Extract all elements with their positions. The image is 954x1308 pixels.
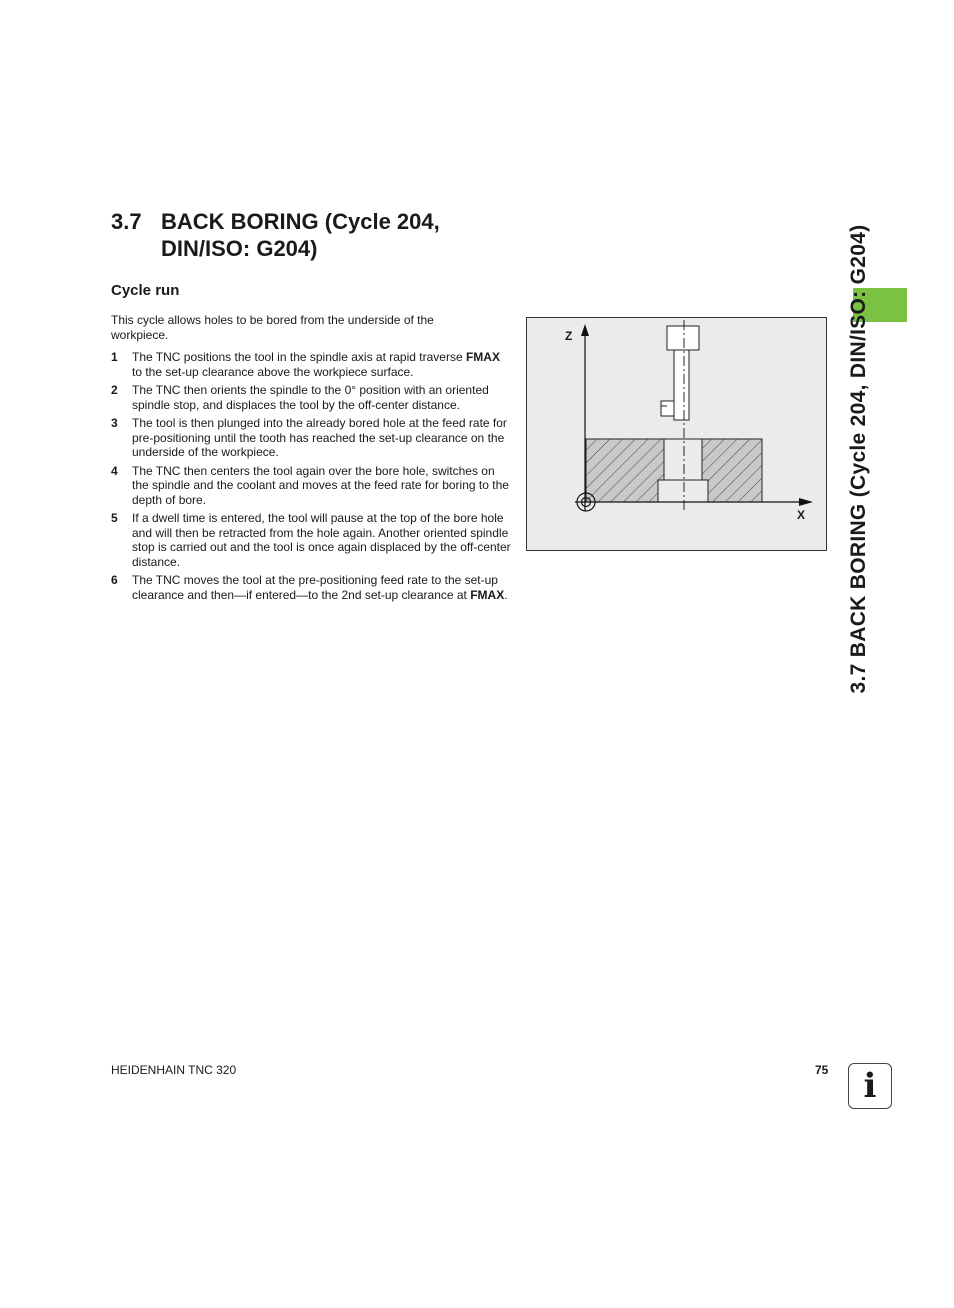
intro-paragraph: This cycle allows holes to be bored from the underside of the workpiece. xyxy=(111,313,434,342)
step-text: The tool is then plunged into the already bored hole at the feed rate for pre-positioning until the tooth has reached the set-up clearance on the underside of the workpiece. xyxy=(132,416,507,459)
footer-product: HEIDENHAIN TNC 320 xyxy=(111,1063,237,1077)
section-title: BACK BORING (Cycle 204, DIN/ISO: G204) xyxy=(161,209,440,261)
step-keyword: FMAX xyxy=(470,587,505,602)
diagram-svg xyxy=(527,318,828,552)
step-item xyxy=(111,511,511,569)
step-item xyxy=(111,416,511,460)
step-number: 6 xyxy=(111,573,118,587)
step-number: 5 xyxy=(111,511,118,525)
step-text: The TNC then centers the tool again over the bore hole, switches on the spindle and the coolant and moves at the feed rate for boring to the depth of bore. xyxy=(132,463,509,507)
cutting-tooth xyxy=(661,401,674,416)
step-item xyxy=(111,383,511,412)
x-axis-arrow xyxy=(799,498,813,506)
step-text: . xyxy=(504,587,508,602)
side-running-head-text: 3.7 BACK BORING (Cycle 204, DIN/ISO: G204) xyxy=(847,224,870,694)
step-text: If a dwell time is entered, the tool will pause at the top of the bore hole and will then be retracted from the hole again. Another oriented spindle stop is carried out and the tool is once again displaced by the off-center distance. xyxy=(132,511,511,569)
tool-holder xyxy=(667,326,699,350)
step-item xyxy=(111,350,511,379)
step-text: The TNC positions the tool in the spindle axis at rapid traverse xyxy=(132,350,466,364)
x-axis-label: X xyxy=(797,508,806,522)
side-running-head xyxy=(842,211,876,707)
z-axis-label: Z xyxy=(565,329,573,343)
step-list xyxy=(111,350,511,606)
step-number: 2 xyxy=(111,383,118,397)
z-axis-arrow xyxy=(581,324,589,336)
step-text: The TNC then orients the spindle to the 0° position with an oriented spindle stop, and displaces the tool by the off-center distance. xyxy=(132,383,489,412)
tool-shank xyxy=(674,350,689,420)
step-number: 4 xyxy=(111,463,118,478)
bore-hole xyxy=(664,439,702,481)
step-item xyxy=(111,573,511,602)
subsection-title: Cycle run xyxy=(111,282,180,299)
step-text: The TNC moves the tool at the pre-positioning feed rate to the set-up clearance and then—if entered—to the 2nd set-up clearance at xyxy=(132,573,498,602)
counterbore xyxy=(658,480,708,502)
back-boring-diagram xyxy=(526,317,827,551)
info-icon: i xyxy=(848,1063,892,1109)
step-number: 1 xyxy=(111,350,118,364)
step-keyword: FMAX xyxy=(465,350,500,364)
step-item xyxy=(111,464,511,508)
step-number: 3 xyxy=(111,416,118,430)
page-number: 75 xyxy=(815,1063,829,1077)
section-number: 3.7 xyxy=(111,209,142,234)
step-text: to the set-up clearance above the workpiece surface. xyxy=(132,364,414,379)
